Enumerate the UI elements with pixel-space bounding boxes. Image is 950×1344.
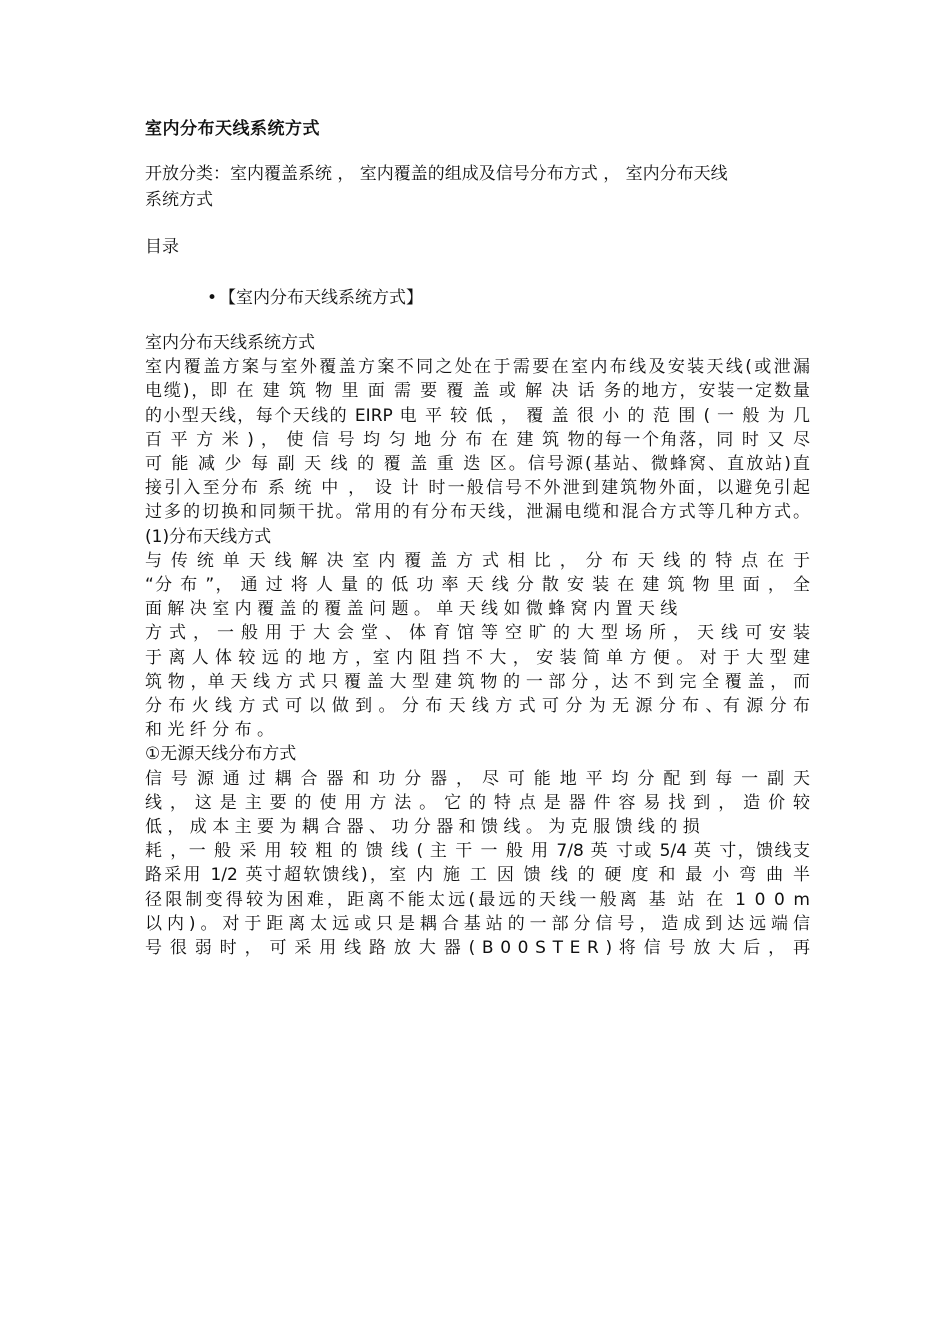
body-text xyxy=(145,331,810,960)
body-text-line: 的小型天线，每个天线的 EIRP 电 平 较 低 ， 覆 盖 很 小 的 范 围 ( 一 般 为 几 xyxy=(145,405,810,426)
body-text-line: 和 光 纤 分 布 。 xyxy=(145,720,275,741)
body-text-line: 方 式 ， 一 般 用 于 大 会 堂 、 体 育 馆 等 空 旷 的 大 型 场 所 ， 天 线 可 安 装 xyxy=(145,623,810,644)
body-text-line: 接引入至分布 系 统 中 ， 设 计 时一般信号不外泄到建筑物外面，以避免引起 xyxy=(145,478,810,499)
body-text-line: “分 布 ”， 通 过 将 人 量 的 低 功 率 天 线 分 散 安 装 在 建 筑 物 里 面 ， 全 xyxy=(145,575,810,596)
toc-item-link[interactable]: 【室内分布天线系统方式】 xyxy=(219,288,423,308)
body-text-line: 室内覆盖方案与室外覆盖方案不同之处在于需要在室内布线及安装天线(或泄漏 xyxy=(145,357,810,378)
body-text-line: 电缆)，即 在 建 筑 物 里 面 需 要 覆 盖 或 解 决 话 务的地方，安装一定数量 xyxy=(145,381,810,402)
body-text-line: 低 ， 成 本 主 要 为 耦 合 器 、 功 分 器 和 馈 线 。 为 克 服 馈 线 的 损 xyxy=(145,817,700,838)
body-text-line: 百 平 方 米 ) ， 使 信 号 均 匀 地 分 布 在 建 筑 物的每一个角落，同 时 又 尽 xyxy=(145,429,810,450)
body-text-line: ①无源天线分布方式 xyxy=(145,744,297,765)
body-text-line: 分 布 火 线 方 式 可 以 做 到 。 分 布 天 线 方 式 可 分 为 无 源 分 布 、有 源 分 布 xyxy=(145,696,810,717)
document-title: 室内分布天线系统方式 xyxy=(145,119,320,139)
body-text-line: 路采用 1/2 英寸超软馈线)，室 内 施 工 因 馈 线 的 硬 度 和 最 小 弯 曲 半 xyxy=(145,865,810,886)
body-text-line: 耗 ，一 般 采 用 较 粗 的 馈 线 ( 主 干 一 般 用 7/8 英 寸或 5/4 英 寸，馈线支 xyxy=(145,841,810,862)
body-text-line: 面 解 决 室 内 覆 盖 的 覆 盖 问 题 。 单 天 线 如 微 蜂 窝 内 置 天 线 xyxy=(145,599,678,620)
category-text-line-2: 系统方式 xyxy=(145,190,213,210)
body-text-line: 于 离 人 体 较 远 的 地 方 ，室 内 阻 挡 不 大 ， 安 装 简 单 方 便 。 对 于 大 型 建 xyxy=(145,647,810,668)
body-text-line: 以内)。对于距离太远或只是耦合基站的一部分信号，造成到达远端信 xyxy=(145,913,810,934)
toc-item[interactable] xyxy=(207,283,423,308)
body-text-line: 过多的切换和同频干扰。常用的有分布天线，泄漏电缆和混合方式等几种方式。 xyxy=(145,502,810,523)
body-text-line: 径限制变得较为困难，距离不能太远(最远的天线一般离 基 站 在 1 0 0 m xyxy=(145,889,810,910)
body-text-line: 与 传 统 单 天 线 解 决 室 内 覆 盖 方 式 相 比 ， 分 布 天 线 的 特 点 在 于 xyxy=(145,550,811,571)
category-line xyxy=(145,161,810,213)
bullet-icon: • xyxy=(207,288,218,308)
category-text-line-1: 开放分类：室内覆盖系统 ， 室内覆盖的组成及信号分布方式 ， 室内分布天线 xyxy=(145,164,728,184)
body-text-line: 筑 物 ，单 天 线 方 式 只 覆 盖 大 型 建 筑 物 的 一 部 分 ，达 不 到 完 全 覆 盖 ， 而 xyxy=(145,671,810,692)
body-text-line: 信 号 源 通 过 耦 合 器 和 功 分 器 ， 尽 可 能 地 平 均 分 配 到 每 一 副 天 xyxy=(145,768,811,789)
body-text-line: 室内分布天线系统方式 xyxy=(145,333,315,353)
body-text-line: 号 很 弱 时 ， 可 采 用 线 路 放 大 器 ( B 0 0 S T E R ) 将 信 号 放 大 后 ， 再 xyxy=(145,938,810,959)
body-text-line: (1)分布天线方式 xyxy=(145,526,272,547)
toc-label: 目录 xyxy=(145,237,179,257)
body-text-line: 线 ， 这 是 主 要 的 使 用 方 法 。 它 的 特 点 是 器 件 容 易 找 到 ， 造 价 较 xyxy=(145,792,810,813)
body-text-line: 可 能 减 少 每 副 天 线 的 覆 盖 重 迭 区。信号源(基站、微蜂窝、直放站)直 xyxy=(145,454,810,475)
